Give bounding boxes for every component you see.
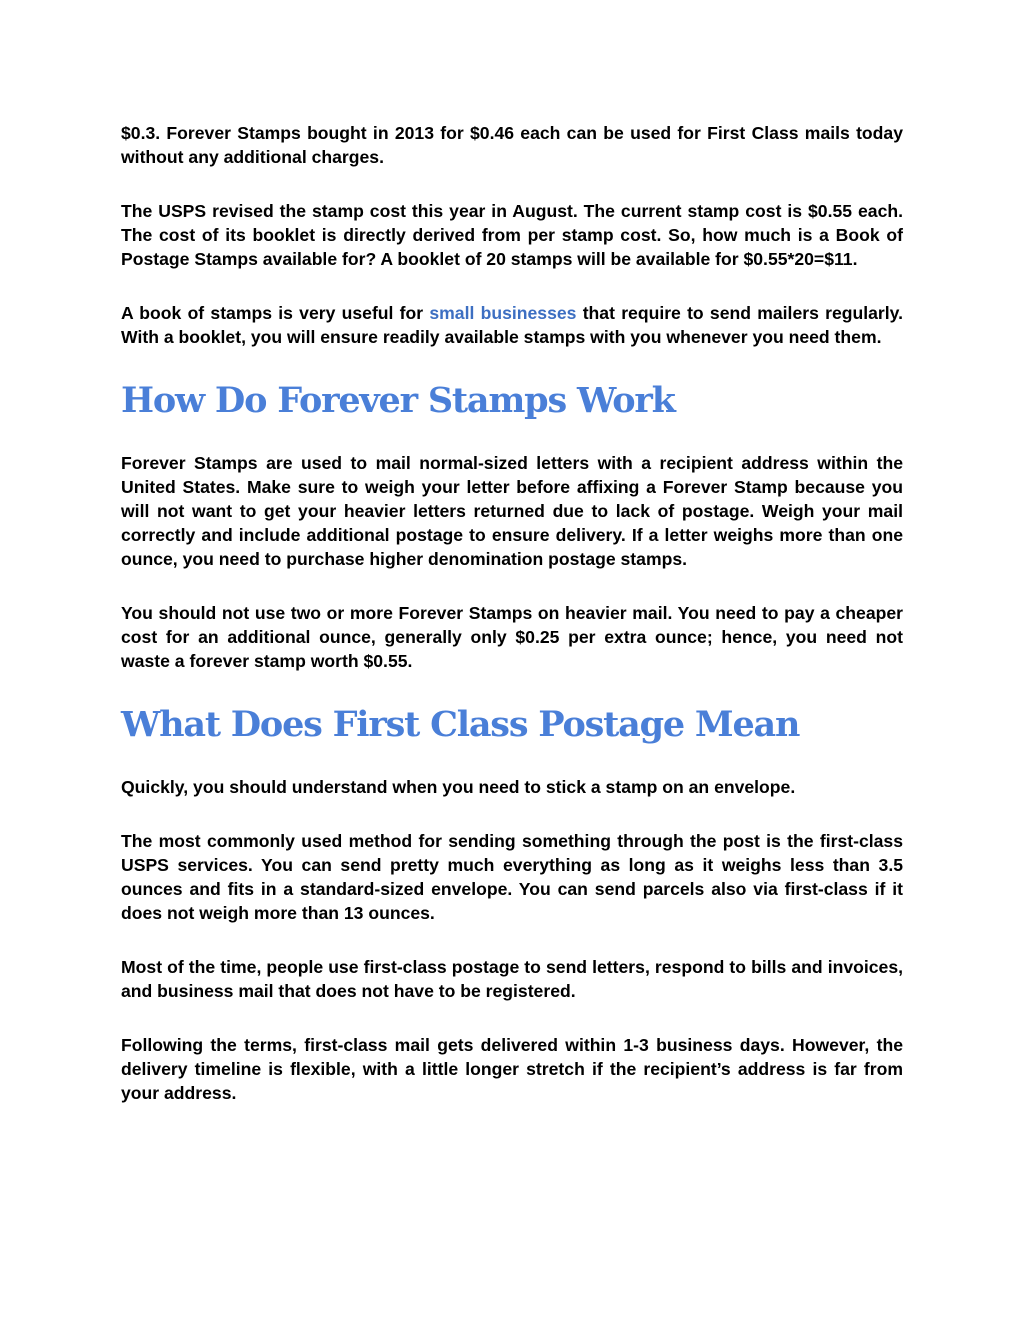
- heading-first-class-postage: What Does First Class Postage Mean: [121, 704, 800, 745]
- small-businesses-link[interactable]: small businesses: [429, 303, 577, 323]
- paragraph-forever-stamps-usage: Forever Stamps are used to mail normal-sized letters with a recipient address within the United States. Make sure to weigh your letter before affixing a Forever Stamp because you will not want to get your heavier letters returned due to lack of postage. Weigh your mail correctly and include additional postage to ensure delivery. If a letter weighs more than one ounce, you need to purchase higher denomination postage stamps.: [121, 453, 903, 569]
- paragraph-first-class-method: The most commonly used method for sending something through the post is the first-class USPS services. You can send pretty much everything as long as it weighs less than 3.5 ounces and fits in a standard-sized envelope. You can send parcels also via first-class if it does not weigh more than 13 ounces.: [121, 831, 903, 923]
- paragraph-first-class-uses: Most of the time, people use first-class postage to send letters, respond to bills and invoices, and business mail that does not have to be registered.: [121, 957, 903, 1001]
- document-page: [121, 121, 903, 1105]
- paragraph-quickly-understand: Quickly, you should understand when you need to stick a stamp on an envelope.: [121, 777, 796, 797]
- paragraph-text-after-link: that require to send mailers regularly. With a booklet, you will ensure readily available stamps with you whenever you need them.: [121, 303, 903, 347]
- paragraph-text-before-link: A book of stamps is very useful for: [121, 303, 430, 323]
- paragraph-forever-stamps-2013: $0.3. Forever Stamps bought in 2013 for $0.46 each can be used for First Class mails today without any additional charges.: [121, 123, 903, 167]
- paragraph-delivery-timeline: Following the terms, first-class mail gets delivered within 1-3 business days. However, the delivery timeline is flexible, with a little longer stretch if the recipient’s address is far from your address.: [121, 1035, 903, 1103]
- paragraph-usps-revised-cost: The USPS revised the stamp cost this year in August. The current stamp cost is $0.55 each. The cost of its booklet is directly derived from per stamp cost. So, how much is a Book of Postage Stamps available for? A booklet of 20 stamps will be available for $0.55*20=$11.: [121, 201, 903, 269]
- heading-how-forever-stamps-work: How Do Forever Stamps Work: [121, 380, 675, 421]
- paragraph-book-of-stamps: [121, 301, 903, 349]
- paragraph-heavier-mail: You should not use two or more Forever Stamps on heavier mail. You need to pay a cheaper cost for an additional ounce, generally only $0.25 per extra ounce; hence, you need not waste a forever stamp worth $0.55.: [121, 603, 903, 671]
